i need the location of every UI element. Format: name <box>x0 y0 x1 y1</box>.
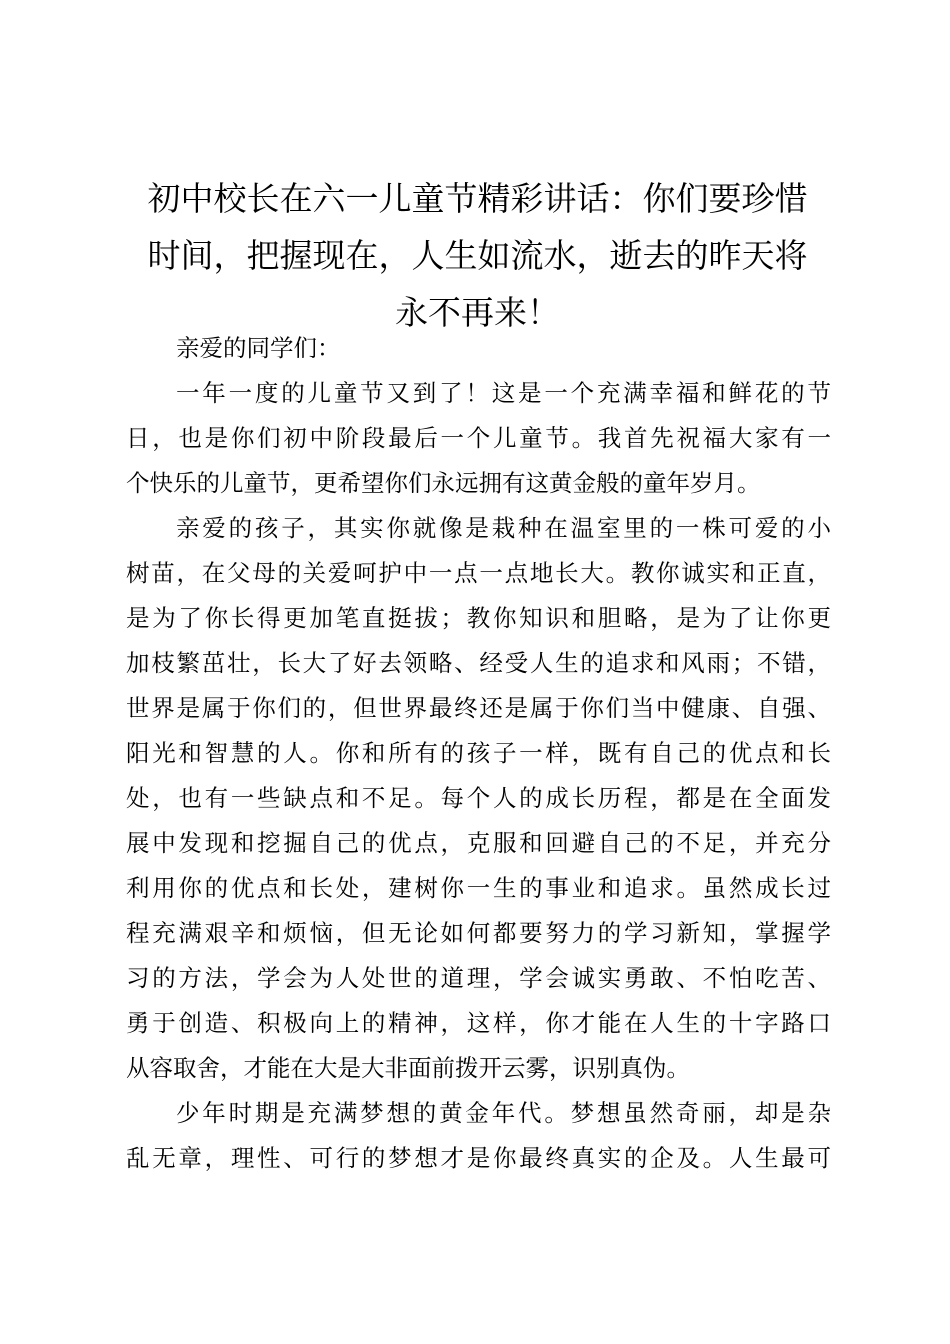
body-paragraph <box>126 506 831 1091</box>
paragraph-line: 日，也是你们初中阶段最后一个儿童节。我首先祝福大家有一 <box>126 424 831 452</box>
paragraph-line: 一年一度的儿童节又到了！这是一个充满幸福和鲜花的节 <box>176 379 831 407</box>
paragraph-line: 亲爱的同学们： <box>176 334 341 362</box>
paragraph-line: 少年时期是充满梦想的黄金年代。梦想虽然奇丽，却是杂 <box>176 1099 831 1127</box>
salutation-paragraph <box>126 326 831 371</box>
paragraph-line: 树苗，在父母的关爱呵护中一点一点地长大。教你诚实和正直， <box>126 559 831 587</box>
paragraph-line: 亲爱的孩子，其实你就像是栽种在温室里的一株可爱的小 <box>176 514 831 542</box>
document-title <box>125 170 830 341</box>
title-line: 永不再来！ <box>395 293 560 332</box>
paragraph-line: 阳光和智慧的人。你和所有的孩子一样，既有自己的优点和长 <box>126 739 831 767</box>
paragraph-line: 个快乐的儿童节，更希望你们永远拥有这黄金般的童年岁月。 <box>126 469 761 497</box>
paragraph-line: 勇于创造、积极向上的精神，这样，你才能在人生的十字路口 <box>126 1009 831 1037</box>
title-line: 时间，把握现在，人生如流水，逝去的昨天将 <box>147 236 808 275</box>
paragraph-line: 加枝繁茁壮，长大了好去领略、经受人生的追求和风雨；不错， <box>126 649 831 677</box>
paragraph-line: 习的方法，学会为人处世的道理，学会诚实勇敢、不怕吃苦、 <box>126 964 831 992</box>
paragraph-line: 程充满艰辛和烦恼，但无论如何都要努力的学习新知，掌握学 <box>126 919 831 947</box>
body-paragraph <box>126 371 831 506</box>
paragraph-line: 从容取舍，才能在大是大非面前拨开云雾，识别真伪。 <box>126 1054 690 1082</box>
paragraph-line: 世界是属于你们的，但世界最终还是属于你们当中健康、自强、 <box>126 694 831 722</box>
paragraph-line: 展中发现和挖掘自己的优点，克服和回避自己的不足，并充分 <box>126 829 831 857</box>
paragraph-line: 乱无章，理性、可行的梦想才是你最终真实的企及。人生最可 <box>126 1144 831 1172</box>
title-line: 初中校长在六一儿童节精彩讲话：你们要珍惜 <box>147 179 808 218</box>
paragraph-line: 利用你的优点和长处，建树你一生的事业和追求。虽然成长过 <box>126 874 831 902</box>
body-paragraph <box>126 1091 831 1181</box>
paragraph-line: 处，也有一些缺点和不足。每个人的成长历程，都是在全面发 <box>126 784 831 812</box>
paragraph-line: 是为了你长得更加笔直挺拔；教你知识和胆略，是为了让你更 <box>126 604 831 632</box>
document-body <box>126 326 831 1181</box>
